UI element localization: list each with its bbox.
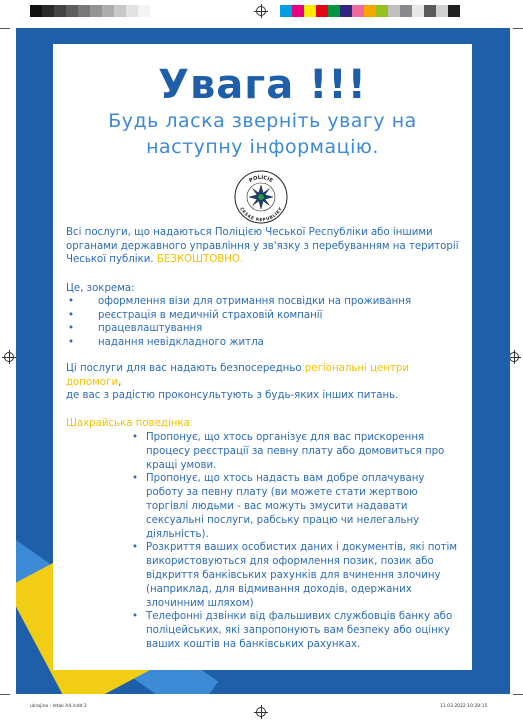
fraud-text: Пропонує, що хтось організує для вас прискорення процесу реєстрації за певну плату або домовиться про кращі умови.	[146, 432, 445, 471]
bullet-icon: •	[132, 542, 139, 554]
crop-mark	[513, 28, 523, 29]
emblem-text-top: POLICIE	[248, 174, 274, 185]
bullet-icon: •	[68, 296, 75, 307]
crop-mark	[0, 694, 10, 695]
list-item	[130, 610, 460, 651]
help-prefix: Ці послуги для вас надають безпосередньо	[66, 363, 305, 374]
services-list	[66, 295, 461, 349]
help-paragraph	[66, 362, 461, 403]
help-suffix: ,	[118, 376, 122, 388]
crop-mark	[0, 28, 10, 29]
free-of-charge-highlight: БЕЗКОШТОВНО.	[156, 254, 244, 265]
fraud-text: Пропонує, що хтось надасть вам добре оплачувану роботу за певну плату (ви можете стати жертвою торгівлі людьми - вас можуть змусити надавати сексуальні послуги, рабську працю чи нелегальну діяльність).	[146, 473, 425, 540]
list-item	[66, 295, 461, 309]
fraud-text: Телефонні дзвінки від фальшивих службовців банку або поліцейських, які запропонують вам безпеку або оцінку ваших коштів на банківських рахунках.	[146, 611, 453, 650]
registration-mark-left	[4, 352, 14, 362]
bullet-icon: •	[132, 432, 139, 443]
registration-mark-right	[509, 352, 519, 362]
printer-color-bar	[30, 5, 150, 17]
services-intro: Це, зокрема:	[66, 283, 135, 294]
bullet-icon: •	[132, 611, 139, 623]
service-text: надання невідкладного житла	[98, 336, 264, 348]
printer-color-bar-cmyk	[280, 5, 460, 17]
fraud-list	[130, 431, 460, 652]
poster-subtitle: Будь ласка зверніть увагу на наступну інформацію.	[108, 110, 417, 158]
file-slug: ukrajina - letak A4.indd 2	[30, 704, 87, 709]
fraud-text: Розкриття ваших особистих даних і документів, які потім використовуються для оформлення позик, позик або відкриття банківських рахунків для вчинення злочину (наприклад, для відмивання доходів, одержаних злочинним шляхом)	[146, 542, 458, 609]
police-star-emblem-icon	[234, 170, 288, 224]
fraud-heading: Шахрайська поведінка	[66, 418, 190, 429]
list-item	[66, 336, 461, 350]
service-text: працевлаштування	[98, 323, 203, 334]
list-item	[66, 322, 461, 336]
bullet-icon: •	[132, 473, 139, 485]
list-item	[130, 431, 460, 472]
list-item	[66, 309, 461, 323]
bullet-icon: •	[68, 309, 75, 321]
list-item	[130, 541, 460, 610]
registration-mark-top	[256, 6, 266, 16]
emblem-text-bottom: ČESKÉ REPUBLIKY	[239, 206, 283, 223]
registration-mark-bottom	[256, 707, 266, 717]
regional-centers-highlight: регіональні центри допомоги	[66, 363, 410, 388]
help-line2: де вас з радістю проконсультують з будь-яких інших питань.	[66, 390, 399, 401]
crop-mark	[513, 694, 523, 695]
intro-paragraph	[66, 226, 461, 267]
timestamp-slug: 11.03.2022 10:29:15	[440, 704, 488, 709]
list-item	[130, 472, 460, 541]
poster-title: Увага !!!	[158, 62, 367, 108]
bullet-icon: •	[68, 336, 75, 348]
service-text: оформлення візи для отримання посвідки на проживання	[98, 296, 412, 307]
service-text: реєстрація в медичній страховій компанії	[98, 309, 323, 321]
bullet-icon: •	[68, 323, 75, 334]
intro-text: Всі послуги, що надаються Поліцією Чеської Республіки або іншими органами державного управління у зв'язку з перебуванням на території Чеської публіки.	[66, 227, 459, 265]
